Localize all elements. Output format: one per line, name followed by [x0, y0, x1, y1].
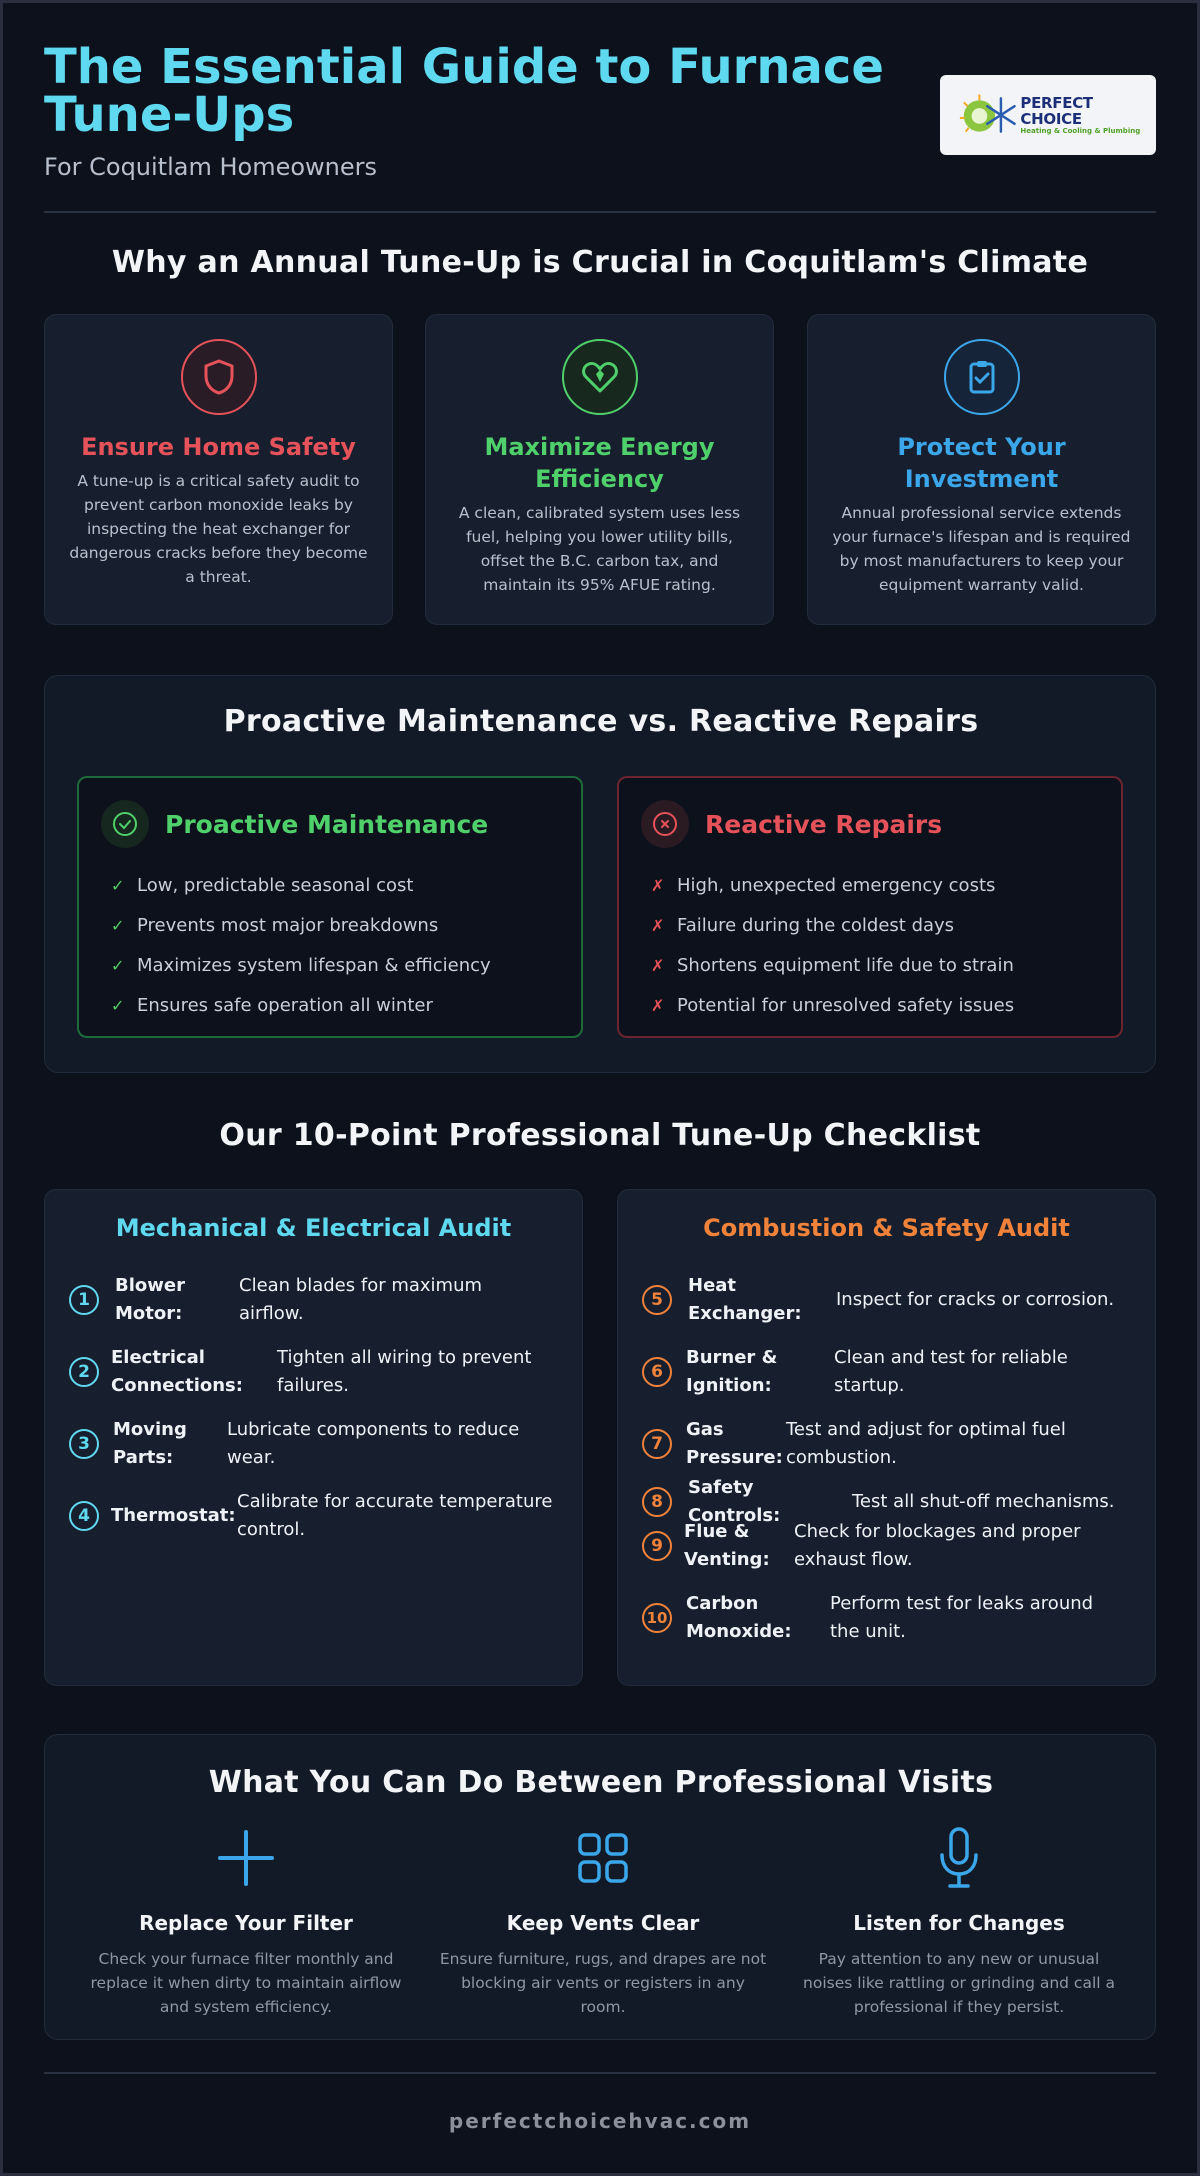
checklist-item-label: Flue & Venting:	[684, 1521, 770, 1570]
tip-title: Keep Vents Clear	[506, 1911, 700, 1935]
check-mark-icon: ✓	[111, 876, 125, 895]
list-item	[651, 946, 1014, 986]
reactive-title: Reactive Repairs	[705, 809, 943, 839]
list-item	[651, 866, 1014, 906]
step-number: 6	[642, 1357, 672, 1387]
tips-section-title: What You Can Do Between Professional Visits	[208, 1765, 994, 1800]
list-item-text: Shortens equipment life due to strain	[677, 955, 1014, 976]
checklist-item	[642, 1344, 1114, 1400]
checklist-item	[642, 1590, 1120, 1646]
why-card-text: A clean, calibrated system uses less fuel, helping you lower utility bills, offset the B.C. carbon tax, and maintain its 95% AFUE rating.	[458, 504, 741, 594]
tip-replace-filter	[81, 1825, 411, 2019]
tip-listen-for-changes	[794, 1825, 1124, 2019]
checklist-item-desc: Perform test for leaks around the unit.	[830, 1593, 1094, 1642]
logo-emblem-icon	[954, 90, 1022, 140]
check-mark-icon: ✓	[111, 916, 125, 935]
checklist-item-desc: Clean blades for maximum airflow.	[239, 1275, 483, 1324]
checklist-item-label: Blower Motor:	[115, 1275, 185, 1324]
mechanical-audit-title: Mechanical & Electrical Audit	[115, 1214, 512, 1242]
checklist-item-desc: Clean and test for reliable startup.	[834, 1347, 1068, 1396]
proactive-box	[77, 776, 583, 1038]
leaf-heart-icon	[562, 339, 638, 415]
step-number: 4	[69, 1501, 99, 1531]
step-number: 7	[642, 1429, 672, 1459]
tip-text: Pay attention to any new or unusual noises like rattling or grinding and call a professional if they persist.	[803, 1950, 1115, 2016]
shield-icon	[181, 339, 257, 415]
checklist-item-label: Thermostat:	[111, 1505, 236, 1526]
mechanical-audit-card	[44, 1189, 583, 1686]
x-mark-icon: ✗	[651, 996, 665, 1015]
tip-keep-vents-clear	[438, 1825, 768, 2019]
list-item	[111, 986, 491, 1026]
checklist-item	[642, 1272, 1116, 1328]
footer-url[interactable]: perfectchoicehvac.com	[448, 2109, 752, 2133]
list-item	[651, 906, 1014, 946]
company-logo[interactable]	[940, 75, 1156, 155]
reactive-list	[651, 866, 1014, 1026]
step-number: 2	[69, 1357, 99, 1387]
checklist-item-desc: Calibrate for accurate temperature control.	[237, 1491, 553, 1540]
page-subtitle: For Coquitlam Homeowners	[44, 153, 378, 181]
tip-text: Ensure furniture, rugs, and drapes are not blocking air vents or registers in any room.	[439, 1950, 767, 2016]
list-item	[111, 866, 491, 906]
list-item-text: Low, predictable seasonal cost	[137, 875, 414, 896]
tip-title: Replace Your Filter	[139, 1911, 353, 1935]
checklist-item-desc: Test all shut-off mechanisms.	[852, 1491, 1115, 1512]
logo-tagline: Heating & Cooling & Plumbing	[1020, 126, 1141, 135]
page-title: The Essential Guide to Furnace Tune-Ups	[44, 39, 884, 143]
tip-title: Listen for Changes	[853, 1911, 1065, 1935]
step-number: 1	[69, 1285, 99, 1315]
check-circle-icon	[101, 800, 149, 848]
checklist-item	[69, 1416, 537, 1472]
checklist-section-title: Our 10-Point Professional Tune-Up Checklist	[219, 1118, 981, 1153]
step-number: 3	[69, 1429, 99, 1459]
list-item-text: Ensures safe operation all winter	[137, 995, 433, 1016]
checklist-item	[69, 1344, 567, 1400]
list-item	[111, 906, 491, 946]
why-card-title: Protect Your Investment	[897, 433, 1066, 493]
compare-section-title: Proactive Maintenance vs. Reactive Repairs	[223, 704, 979, 739]
checklist-item-label: Electrical Connections:	[111, 1347, 243, 1396]
reactive-box	[617, 776, 1123, 1038]
proactive-title: Proactive Maintenance	[165, 809, 489, 839]
page	[3, 3, 1197, 2173]
checklist-item-label: Safety Controls:	[688, 1477, 781, 1526]
list-item-text: Failure during the coldest days	[677, 915, 955, 936]
checklist-item-desc: Tighten all wiring to prevent failures.	[277, 1347, 532, 1396]
check-mark-icon: ✓	[111, 956, 125, 975]
step-number: 10	[642, 1603, 672, 1633]
checklist-item-label: Burner & Ignition:	[686, 1347, 778, 1396]
why-section-title: Why an Annual Tune-Up is Crucial in Coquitlam's Climate	[111, 245, 1089, 280]
why-card-investment	[807, 314, 1156, 625]
checklist-item-desc: Lubricate components to reduce wear.	[227, 1419, 520, 1468]
checklist-item-desc: Inspect for cracks or corrosion.	[836, 1289, 1115, 1310]
x-mark-icon: ✗	[651, 876, 665, 895]
combustion-audit-card	[617, 1189, 1156, 1686]
why-card-text: A tune-up is a critical safety audit to prevent carbon monoxide leaks by inspecting the heat exchanger for dangerous cracks before they become a threat.	[69, 472, 368, 586]
why-card-title: Ensure Home Safety	[81, 433, 356, 461]
checklist-item	[69, 1272, 539, 1328]
combustion-audit-title: Combustion & Safety Audit	[703, 1214, 1070, 1242]
why-card-text: Annual professional service extends your furnace's lifespan and is required by most manufacturers to keep your equipment warranty valid.	[832, 504, 1131, 594]
plus-icon	[81, 1825, 411, 1891]
x-mark-icon: ✗	[651, 956, 665, 975]
check-mark-icon: ✓	[111, 996, 125, 1015]
step-number: 9	[642, 1531, 672, 1561]
checklist-item-desc: Test and adjust for optimal fuel combustion.	[786, 1419, 1066, 1468]
why-card-efficiency	[425, 314, 774, 625]
compare-panel	[44, 675, 1156, 1073]
list-item	[651, 986, 1014, 1026]
step-number: 8	[642, 1487, 672, 1517]
list-item-text: Maximizes system lifespan & efficiency	[137, 955, 491, 976]
checklist-item-label: Carbon Monoxide:	[686, 1593, 792, 1642]
microphone-icon	[794, 1825, 1124, 1891]
checklist-item-label: Gas Pressure:	[686, 1419, 783, 1468]
list-item-text: Potential for unresolved safety issues	[677, 995, 1015, 1016]
checklist-item-label: Heat Exchanger:	[688, 1275, 802, 1324]
step-number: 5	[642, 1285, 672, 1315]
clipboard-check-icon	[944, 339, 1020, 415]
list-item-text: High, unexpected emergency costs	[677, 875, 996, 896]
checklist-item-desc: Check for blockages and proper exhaust flow.	[794, 1521, 1081, 1570]
proactive-list	[111, 866, 491, 1026]
x-circle-icon	[641, 800, 689, 848]
list-item-text: Prevents most major breakdowns	[137, 915, 439, 936]
checklist-item	[69, 1488, 557, 1544]
list-item	[111, 946, 491, 986]
tip-text: Check your furnace filter monthly and replace it when dirty to maintain airflow and system efficiency.	[90, 1950, 402, 2016]
why-card-title: Maximize Energy Efficiency	[484, 433, 715, 493]
x-mark-icon: ✗	[651, 916, 665, 935]
header	[44, 39, 1156, 213]
divider	[44, 211, 1156, 213]
logo-name: PERFECT CHOICE	[1020, 93, 1093, 128]
checklist-item-label: Moving Parts:	[113, 1419, 187, 1468]
checklist-item	[642, 1416, 1116, 1472]
checklist-item	[642, 1518, 1114, 1574]
divider	[44, 2072, 1156, 2074]
why-card-safety	[44, 314, 393, 625]
grid-icon	[438, 1825, 768, 1891]
